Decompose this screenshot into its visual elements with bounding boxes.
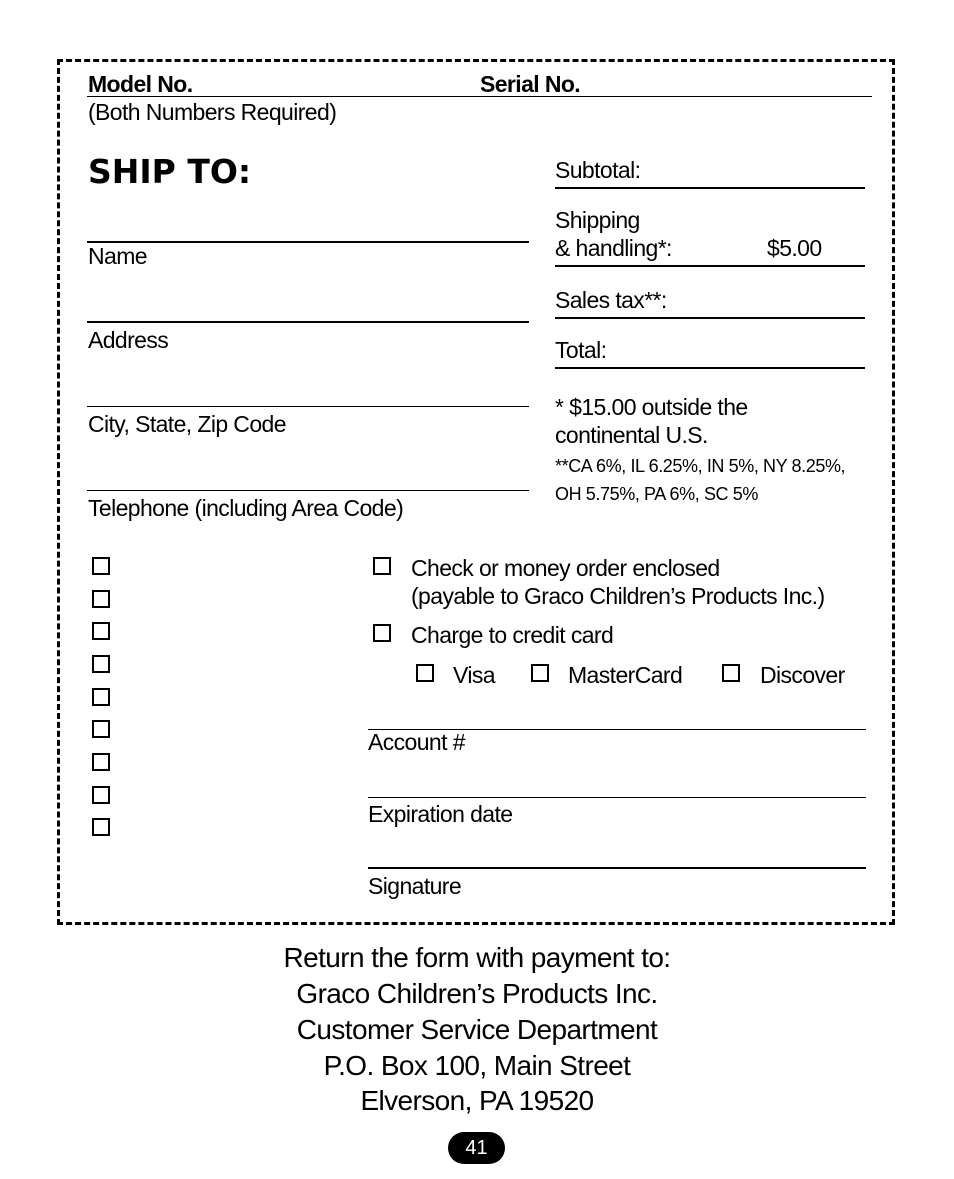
shipping-label: Shipping xyxy=(555,207,640,233)
sales-tax-line[interactable] xyxy=(555,317,865,319)
address-line[interactable] xyxy=(87,321,529,323)
item-checkbox[interactable] xyxy=(92,655,110,673)
item-checkbox[interactable] xyxy=(92,622,110,640)
expiration-date-line[interactable] xyxy=(368,797,866,798)
expiration-date-label: Expiration date xyxy=(368,801,513,827)
subtotal-label: Subtotal: xyxy=(555,157,641,183)
check-money-order-label: Check or money order enclosed xyxy=(411,555,720,581)
visa-label: Visa xyxy=(453,662,495,688)
return-instruction: Return the form with payment to: xyxy=(283,942,671,973)
item-checkbox[interactable] xyxy=(92,557,110,575)
discover-checkbox[interactable] xyxy=(722,664,740,682)
signature-line[interactable] xyxy=(368,867,866,869)
shipping-line xyxy=(555,265,865,267)
mastercard-label: MasterCard xyxy=(568,662,683,688)
discover-label: Discover xyxy=(760,662,845,688)
city-state-zip-label: City, State, Zip Code xyxy=(88,411,286,437)
header-line xyxy=(87,96,872,97)
telephone-label: Telephone (including Area Code) xyxy=(88,495,404,521)
shipping-footnote-1: * $15.00 outside the xyxy=(555,394,748,420)
tax-footnote-2: OH 5.75%, PA 6%, SC 5% xyxy=(555,484,758,504)
address-label: Address xyxy=(88,327,169,353)
item-checkbox[interactable] xyxy=(92,590,110,608)
city-state-zip-line[interactable] xyxy=(87,406,529,407)
check-money-order-checkbox[interactable] xyxy=(373,557,391,575)
subtotal-line[interactable] xyxy=(555,187,865,189)
credit-card-label: Charge to credit card xyxy=(411,622,614,648)
required-note: (Both Numbers Required) xyxy=(88,99,337,125)
item-checkbox[interactable] xyxy=(92,753,110,771)
mastercard-checkbox[interactable] xyxy=(531,664,549,682)
total-label: Total: xyxy=(555,337,607,363)
item-checkbox[interactable] xyxy=(92,786,110,804)
ship-to-title: SHIP TO: xyxy=(88,152,252,191)
credit-card-checkbox[interactable] xyxy=(373,624,391,642)
department-name: Customer Service Department xyxy=(296,1014,658,1045)
telephone-line[interactable] xyxy=(87,490,529,491)
total-line[interactable] xyxy=(555,367,865,369)
city-state-zip: Elverson, PA 19520 xyxy=(360,1085,594,1116)
sales-tax-label: Sales tax**: xyxy=(555,287,667,313)
item-checkbox[interactable] xyxy=(92,688,110,706)
visa-checkbox[interactable] xyxy=(416,664,434,682)
handling-label: & handling*: xyxy=(555,235,672,261)
name-label: Name xyxy=(88,243,147,269)
serial-number-label: Serial No. xyxy=(480,71,581,97)
shipping-footnote-2: continental U.S. xyxy=(555,422,708,448)
signature-label: Signature xyxy=(368,873,462,899)
tax-footnote-1: **CA 6%, IL 6.25%, IN 5%, NY 8.25%, xyxy=(555,456,846,476)
name-line[interactable] xyxy=(87,241,529,243)
payable-to-label: (payable to Graco Children’s Products Inc.) xyxy=(411,583,825,609)
company-name: Graco Children’s Products Inc. xyxy=(296,978,658,1009)
item-checkbox[interactable] xyxy=(92,720,110,738)
account-number-label: Account # xyxy=(368,729,465,755)
po-box: P.O. Box 100, Main Street xyxy=(323,1050,631,1081)
page-number: 41 xyxy=(448,1132,505,1164)
shipping-value: $5.00 xyxy=(767,235,822,261)
model-number-label: Model No. xyxy=(88,71,193,97)
item-checkbox[interactable] xyxy=(92,818,110,836)
